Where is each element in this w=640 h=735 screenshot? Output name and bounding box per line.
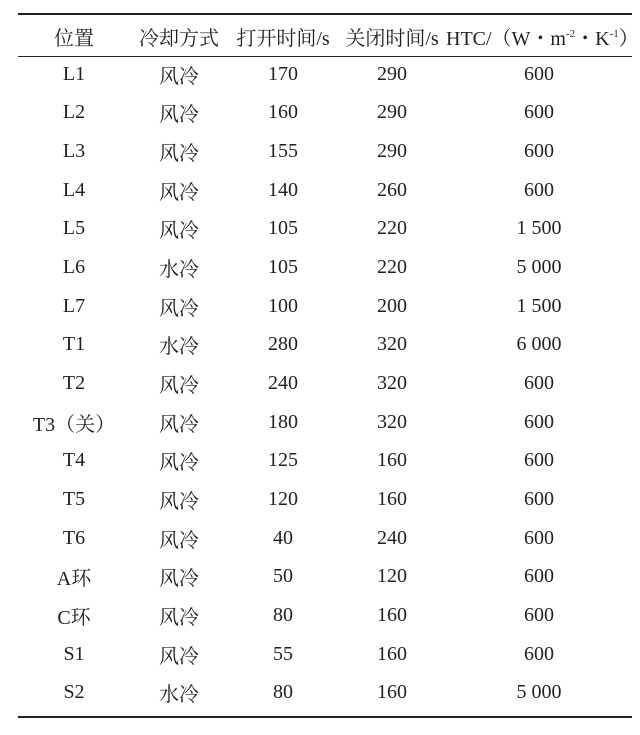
header-close-time: 关闭时间/s xyxy=(345,27,439,50)
cell-open-time: 155 xyxy=(268,140,298,163)
cell-open-time: 105 xyxy=(268,256,298,279)
header-open-time: 打开时间/s xyxy=(236,27,330,50)
cell-cooling: 风冷 xyxy=(159,374,199,397)
cell-position: L7 xyxy=(62,294,86,317)
cell-cooling: 风冷 xyxy=(159,143,199,166)
cell-position: T2 xyxy=(62,371,86,394)
cell-position: L1 xyxy=(62,62,86,85)
cell-position: T4 xyxy=(62,449,86,472)
header-cooling: 冷却方式 xyxy=(139,27,219,50)
cell-position: L5 xyxy=(62,217,86,240)
cell-cooling: 水冷 xyxy=(159,259,199,282)
table-header-row xyxy=(18,17,639,55)
cell-cooling: 风冷 xyxy=(159,606,199,629)
cell-close-time: 220 xyxy=(377,256,407,279)
cell-htc: 600 xyxy=(524,178,554,201)
table-row xyxy=(18,94,632,133)
cell-htc: 600 xyxy=(524,526,554,549)
table-bottom-rule xyxy=(18,716,632,718)
cell-open-time: 180 xyxy=(268,410,298,433)
cell-cooling: 水冷 xyxy=(159,336,199,359)
cell-close-time: 200 xyxy=(377,294,407,317)
cell-position: T3（关） xyxy=(32,413,116,436)
cell-position: L3 xyxy=(62,140,86,163)
cell-htc: 600 xyxy=(524,487,554,510)
cell-open-time: 280 xyxy=(268,333,298,356)
cell-open-time: 80 xyxy=(273,681,293,704)
cell-close-time: 160 xyxy=(377,603,407,626)
cell-position: S2 xyxy=(63,681,85,704)
cell-cooling: 风冷 xyxy=(159,65,199,88)
cell-close-time: 260 xyxy=(377,178,407,201)
cell-htc: 1 500 xyxy=(516,294,562,317)
header-htc-sup2: -1 xyxy=(609,27,619,40)
table-row xyxy=(18,673,632,712)
cell-htc: 1 500 xyxy=(516,217,562,240)
header-htc-prefix: HTC/（W・m xyxy=(446,27,566,50)
cell-htc: 600 xyxy=(524,140,554,163)
cell-htc: 5 000 xyxy=(516,681,562,704)
cell-open-time: 100 xyxy=(268,294,298,317)
cell-close-time: 240 xyxy=(377,526,407,549)
cell-close-time: 160 xyxy=(377,449,407,472)
cell-open-time: 55 xyxy=(273,642,293,665)
cell-close-time: 160 xyxy=(377,487,407,510)
cell-open-time: 170 xyxy=(268,62,298,85)
cell-htc: 600 xyxy=(524,565,554,588)
table-row xyxy=(18,480,632,519)
cell-position: T6 xyxy=(62,526,86,549)
cell-open-time: 80 xyxy=(273,603,293,626)
cell-cooling: 风冷 xyxy=(159,490,199,513)
cell-cooling: 风冷 xyxy=(159,181,199,204)
cell-htc: 600 xyxy=(524,62,554,85)
cell-open-time: 160 xyxy=(268,101,298,124)
cell-close-time: 160 xyxy=(377,642,407,665)
header-htc-mid: ・K xyxy=(575,27,610,50)
table-row xyxy=(18,519,632,558)
cell-cooling: 风冷 xyxy=(159,220,199,243)
cell-htc: 600 xyxy=(524,410,554,433)
table-row xyxy=(18,171,632,210)
cell-open-time: 50 xyxy=(273,565,293,588)
cell-close-time: 120 xyxy=(377,565,407,588)
table-row xyxy=(18,132,632,171)
cell-cooling: 风冷 xyxy=(159,104,199,127)
cell-close-time: 290 xyxy=(377,62,407,85)
cell-cooling: 风冷 xyxy=(159,529,199,552)
cell-open-time: 125 xyxy=(268,449,298,472)
cell-close-time: 320 xyxy=(377,333,407,356)
cell-open-time: 120 xyxy=(268,487,298,510)
cell-position: L2 xyxy=(62,101,86,124)
table-row xyxy=(18,442,632,481)
cell-close-time: 160 xyxy=(377,681,407,704)
header-htc-sup1: -2 xyxy=(566,27,576,40)
cell-htc: 600 xyxy=(524,603,554,626)
cell-open-time: 105 xyxy=(268,217,298,240)
header-htc xyxy=(446,22,639,51)
cell-htc: 6 000 xyxy=(516,333,562,356)
cell-position: A环 xyxy=(56,568,92,591)
cell-position: L4 xyxy=(62,178,86,201)
cell-cooling: 风冷 xyxy=(159,452,199,475)
cell-position: L6 xyxy=(62,256,86,279)
cell-close-time: 320 xyxy=(377,371,407,394)
cell-htc: 5 000 xyxy=(516,256,562,279)
table-row xyxy=(18,210,632,249)
table-row xyxy=(18,557,632,596)
table-row xyxy=(18,364,632,403)
table-top-rule xyxy=(18,13,632,15)
cell-position: T1 xyxy=(62,333,86,356)
cell-open-time: 240 xyxy=(268,371,298,394)
cell-close-time: 220 xyxy=(377,217,407,240)
table-row xyxy=(18,248,632,287)
cell-cooling: 风冷 xyxy=(159,645,199,668)
cell-htc: 600 xyxy=(524,371,554,394)
cell-cooling: 风冷 xyxy=(159,413,199,436)
cell-htc: 600 xyxy=(524,449,554,472)
cell-position: T5 xyxy=(62,487,86,510)
table-row xyxy=(18,403,632,442)
cell-open-time: 140 xyxy=(268,178,298,201)
cell-close-time: 290 xyxy=(377,140,407,163)
cell-position: S1 xyxy=(63,642,85,665)
header-htc-suffix: ） xyxy=(618,27,639,50)
table-row xyxy=(18,326,632,365)
cell-position: C环 xyxy=(57,606,91,629)
table-row xyxy=(18,55,632,94)
table-row xyxy=(18,596,632,635)
cell-cooling: 风冷 xyxy=(159,297,199,320)
table-row xyxy=(18,635,632,674)
cell-cooling: 水冷 xyxy=(159,684,199,707)
header-position: 位置 xyxy=(54,27,94,50)
table-row xyxy=(18,287,632,326)
cell-cooling: 风冷 xyxy=(159,568,199,591)
cell-htc: 600 xyxy=(524,101,554,124)
cell-htc: 600 xyxy=(524,642,554,665)
cell-close-time: 290 xyxy=(377,101,407,124)
cell-close-time: 320 xyxy=(377,410,407,433)
cell-open-time: 40 xyxy=(273,526,293,549)
